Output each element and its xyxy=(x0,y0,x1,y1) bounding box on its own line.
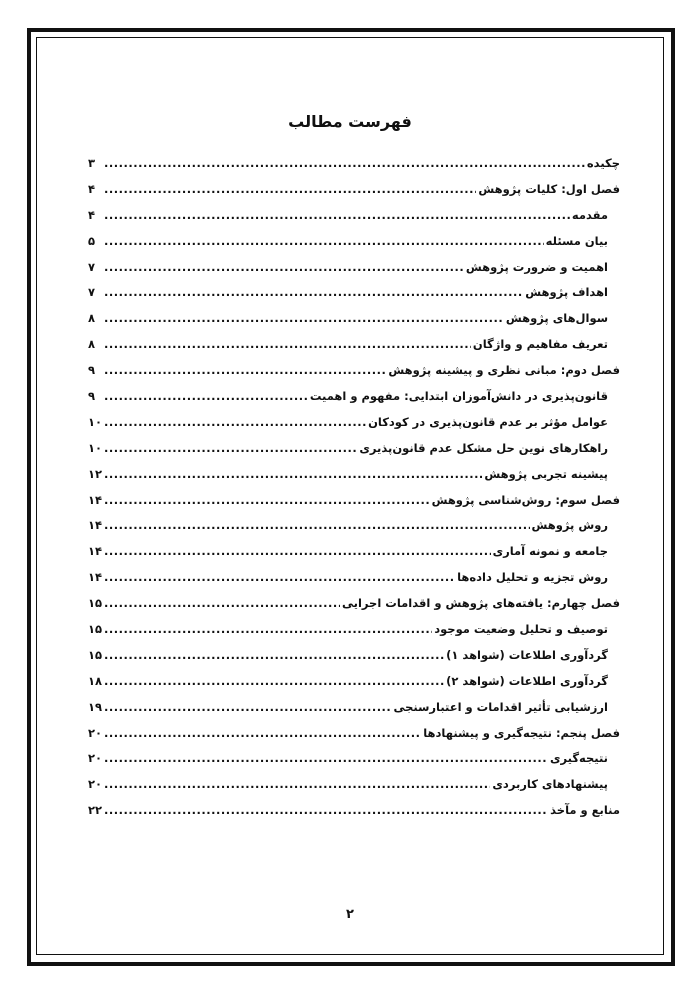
toc-entry-page: ۱۵ xyxy=(88,647,103,662)
toc-dot-leader xyxy=(104,726,421,740)
toc-entry-title: منابع و مآخذ xyxy=(550,803,620,818)
toc-entry[interactable] xyxy=(88,512,620,538)
toc-dot-leader xyxy=(104,467,482,481)
toc-entry-title: فصل سوم: روش‌شناسی پژوهش xyxy=(431,492,620,507)
toc-entry-page: ۸ xyxy=(88,337,96,352)
toc-entry-title: قانون‌پذیری در دانش‌آموزان ابتدایی: مفهوم و اهمیت xyxy=(309,388,608,403)
toc-entry-title: جامعه و نمونه آماری xyxy=(492,544,608,559)
toc-dot-leader xyxy=(104,389,308,403)
toc-entry[interactable] xyxy=(88,279,620,305)
toc-entry[interactable] xyxy=(88,797,620,823)
toc-entry[interactable] xyxy=(88,254,620,280)
toc-dot-leader xyxy=(104,596,340,610)
toc-entry[interactable] xyxy=(88,487,620,513)
toc-entry-title: اهمیت و ضرورت پژوهش xyxy=(465,259,608,274)
toc-entry-page: ۱۴ xyxy=(88,492,103,507)
toc-dot-leader xyxy=(104,156,585,170)
toc-dot-leader xyxy=(104,777,490,791)
toc-entry[interactable] xyxy=(88,228,620,254)
toc-entry[interactable] xyxy=(88,668,620,694)
toc-dot-leader xyxy=(104,441,357,455)
toc-entry[interactable] xyxy=(88,150,620,176)
toc-entry-page: ۱۵ xyxy=(88,621,103,636)
toc-entry[interactable] xyxy=(88,694,620,720)
toc-entry-title: گردآوری اطلاعات (شواهد ۲) xyxy=(446,673,608,688)
toc-entry-page: ۲۰ xyxy=(88,751,103,766)
toc-entry[interactable] xyxy=(88,202,620,228)
toc-entry[interactable] xyxy=(88,357,620,383)
toc-dot-leader xyxy=(104,234,544,248)
toc-entry-page: ۱۴ xyxy=(88,518,103,533)
toc-entry-title: توصیف و تحلیل وضعیت موجود xyxy=(434,621,608,636)
toc-entry-page: ۷ xyxy=(88,259,96,274)
toc-dot-leader xyxy=(104,622,432,636)
toc-dot-leader xyxy=(104,260,464,274)
toc-entry-page: ۲۰ xyxy=(88,777,103,792)
toc-entry-title: اهداف پژوهش xyxy=(525,285,608,300)
toc-dot-leader xyxy=(104,674,444,688)
toc-entry-title: عوامل مؤثر بر عدم قانون‌پذیری در کودکان xyxy=(368,414,608,429)
toc-entry-page: ۲۲ xyxy=(88,803,103,818)
toc-entry-title: فصل پنجم: نتیجه‌گیری و پیشنهادها xyxy=(423,725,620,740)
toc-entry[interactable] xyxy=(88,642,620,668)
toc-entry-title: روش پژوهش xyxy=(531,518,608,533)
table-of-contents xyxy=(88,150,620,823)
toc-entry-title: روش تجزیه و تحلیل داده‌ها xyxy=(457,570,608,585)
toc-entry-page: ۱۴ xyxy=(88,544,103,559)
toc-dot-leader xyxy=(104,518,529,532)
toc-title: فهرست مطالب xyxy=(288,112,412,131)
toc-entry[interactable] xyxy=(88,590,620,616)
toc-entry-title: فصل چهارم: یافته‌های پژوهش و اقدامات اجرایی xyxy=(342,596,620,611)
toc-entry-title: گردآوری اطلاعات (شواهد ۱) xyxy=(446,647,608,662)
toc-entry-page: ۳ xyxy=(88,155,96,170)
toc-entry[interactable] xyxy=(88,564,620,590)
toc-dot-leader xyxy=(104,493,430,507)
toc-dot-leader xyxy=(104,337,471,351)
toc-entry-title: مقدمه xyxy=(571,207,608,222)
toc-dot-leader xyxy=(104,311,504,325)
toc-entry-title: سوال‌های پژوهش xyxy=(505,311,608,326)
toc-entry-title: نتیجه‌گیری xyxy=(549,751,608,766)
toc-dot-leader xyxy=(104,570,455,584)
toc-entry[interactable] xyxy=(88,383,620,409)
toc-entry-page: ۱۴ xyxy=(88,570,103,585)
toc-entry-title: پیشینه تجربی پژوهش xyxy=(484,466,608,481)
toc-entry-page: ۱۵ xyxy=(88,596,103,611)
toc-entry[interactable] xyxy=(88,745,620,771)
toc-entry[interactable] xyxy=(88,331,620,357)
toc-dot-leader xyxy=(104,803,548,817)
toc-entry-title: تعریف مفاهیم و واژگان xyxy=(472,337,608,352)
toc-entry-title: ارزشیابی تأثیر اقدامات و اعتبارسنجی xyxy=(393,699,608,714)
toc-entry-page: ۸ xyxy=(88,311,96,326)
toc-dot-leader xyxy=(104,363,386,377)
toc-entry[interactable] xyxy=(88,176,620,202)
toc-entry-page: ۱۲ xyxy=(88,466,103,481)
toc-entry-page: ۱۰ xyxy=(88,440,103,455)
toc-entry-title: راهکارهای نوین حل مشکل عدم قانون‌پذیری xyxy=(359,440,608,455)
toc-entry-page: ۴ xyxy=(88,181,96,196)
toc-entry-title: چکیده xyxy=(586,155,620,170)
toc-entry-title: فصل اول: کلیات پژوهش xyxy=(478,181,620,196)
toc-entry[interactable] xyxy=(88,616,620,642)
page-number: ۲ xyxy=(346,907,354,922)
toc-dot-leader xyxy=(104,700,391,714)
toc-entry[interactable] xyxy=(88,305,620,331)
toc-entry-page: ۴ xyxy=(88,207,96,222)
toc-entry[interactable] xyxy=(88,409,620,435)
toc-dot-leader xyxy=(104,415,366,429)
toc-entry[interactable] xyxy=(88,435,620,461)
toc-entry[interactable] xyxy=(88,771,620,797)
toc-entry-page: ۹ xyxy=(88,388,96,403)
toc-entry[interactable] xyxy=(88,720,620,746)
toc-dot-leader xyxy=(104,285,523,299)
toc-entry-page: ۹ xyxy=(88,363,96,378)
toc-dot-leader xyxy=(104,544,491,558)
toc-dot-leader xyxy=(104,208,570,222)
toc-entry-page: ۱۹ xyxy=(88,699,103,714)
toc-entry[interactable] xyxy=(88,461,620,487)
toc-entry-page: ۷ xyxy=(88,285,96,300)
toc-entry-title: بیان مسئله xyxy=(545,233,608,248)
toc-dot-leader xyxy=(104,648,444,662)
toc-dot-leader xyxy=(104,182,476,196)
toc-entry-title: پیشنهادهای کاربردی xyxy=(492,777,608,792)
toc-dot-leader xyxy=(104,751,548,765)
toc-entry[interactable] xyxy=(88,538,620,564)
toc-entry-page: ۱۰ xyxy=(88,414,103,429)
toc-entry-page: ۵ xyxy=(88,233,96,248)
toc-entry-title: فصل دوم: مبانی نظری و پیشینه پژوهش xyxy=(388,363,620,378)
toc-entry-page: ۲۰ xyxy=(88,725,103,740)
toc-entry-page: ۱۸ xyxy=(88,673,103,688)
